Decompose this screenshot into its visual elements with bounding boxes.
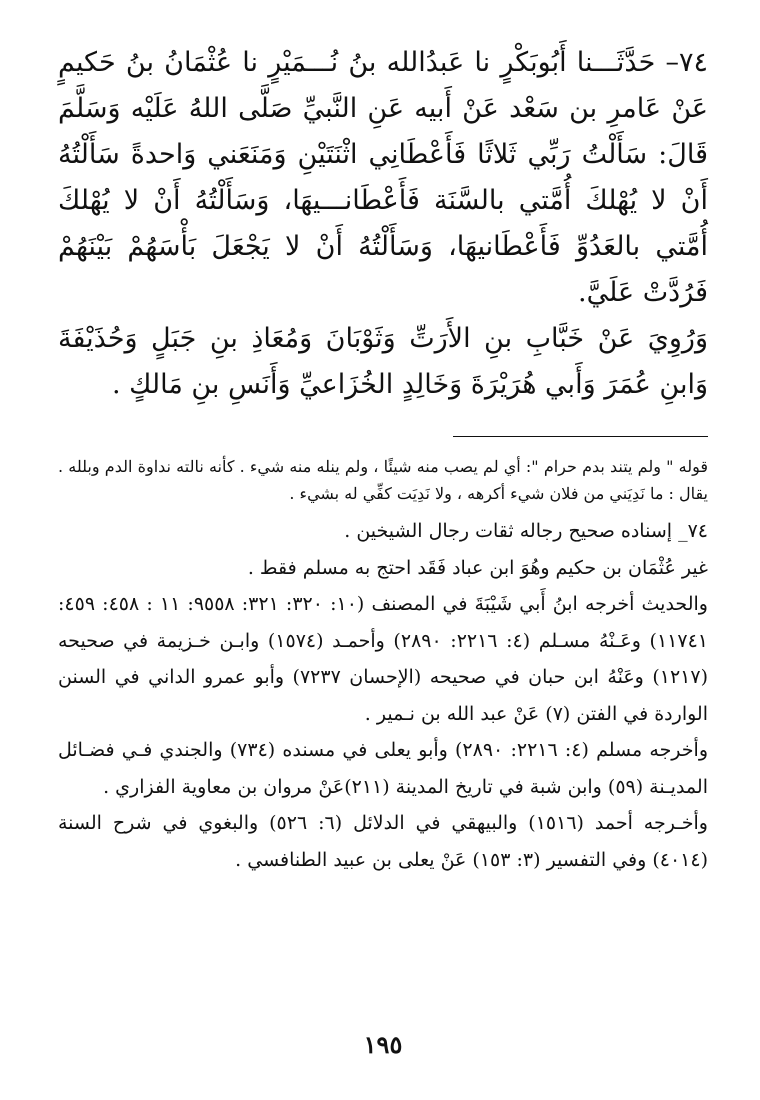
footnote-paragraph: وأخرجه مسلم (٤: ٢٢١٦: ٢٨٩٠) وأبو يعلى في مسنده (٧٣٤) والجندي فـي فضـائل المديـنة (٥٩) وابن شبة في تاريخ المدينة (٢١١)عَنْ مروان بن معاوية الفزاري . (58, 739, 708, 798)
footnote-paragraph: ٧٤_ إسناده صحيح رجاله ثقات رجال الشيخين . (344, 520, 708, 542)
hadith-narrators-paragraph: وَرُوِيَ عَنْ خَبَّابِ بنِ الأَرَتِّ وَثَوْبَانَ وَمُعَاذِ بنِ جَبَلٍ وَحُذَيْفَةَ وَابنِ عُمَرَ وَأَبي هُرَيْرَةَ وَخَالِدٍ الخُزَاعيِّ وَأَنَسِ بنِ مَالكٍ . (58, 323, 709, 400)
document-page (58, 40, 708, 1060)
footnotes (58, 453, 708, 878)
footnote-paragraph: والحديث أخرجه ابنُ أَبي شَيْبَةَ في المصنف (١٠: ٣٢٠: ٣٢١: ٩٥٥٨: ١١ : ٤٥٨: ٤٥٩: ١١٧٤١) وعَـنْهُ مسـلم (٤: ٢٢١٦: ٢٨٩٠) وأحمـد (١٥٧٤) وابـن خـزيمة في صحيحه (١٢١٧) وعَنْهُ ابن حبان في صحيحه (الإحسان ٧٢٣٧) وأبو عمرو الداني في السنن الواردة في الفتن (٧) عَنْ عبد الله بن نـمير . (58, 593, 708, 725)
footnote-divider (453, 436, 708, 437)
hadith-paragraph: ٧٤– حَدَّثَـــنا أَبُوبَكْرٍ نا عَبدُالله بنُ نُـــمَيْرٍ نا عُثْمَانُ بنُ حَكيمٍ عَنْ عَامرِ بن سَعْد عَنْ أَبيه عَنِ النَّبيِّ صَلَّى اللهُ عَلَيْه وَسَلَّمَ قَالَ: سَأَلْتُ رَبِّي ثَلاثًا فَأَعْطَانِي اثْنَتَيْنِ وَمَنَعَني وَاحدةً سَأَلْتُهُ أَنْ لا يُهْلكَ أُمَّتي بالسَّنَة فَأَعْطَانـــيهَا، وَسَأَلْتُهُ أَنْ لا يُهْلكَ أُمَّتي بالعَدُوِّ فَأَعْطَانيهَا، وَسَأَلْتُهُ أَنْ لا يَجْعَلَ بَأْسَهُمْ بَيْنَهُمْ فَرُدَّتْ عَلَيَّ. (58, 47, 708, 308)
footnote-paragraph: وأخـرجه أحمد (١٥١٦) والبيهقي في الدلائل (٦: ٥٢٦) والبغوي في شرح السنة (٤٠١٤) وفي التفسير (٣: ١٥٣) عَنْ يعلى بن عبيد الطنافسي . (58, 812, 708, 871)
footnote-paragraph: غير عُثْمَان بن حكيم وهُوَ ابن عباد فَقَد احتج به مسلم فقط . (247, 556, 708, 579)
hadith-text (58, 40, 708, 408)
footnote-gloss: قوله " ولم يتند بدم حرام ": أي لم يصب منه شيئًا ، ولم ينله منه شيء . كأنه نالته نداوة الدم وبلله . يقال : ما نَدِيَني من فلان شيء أكرهه ، ولا نَدِيَت كفِّي له بشيء . (58, 457, 709, 503)
page-number: ١٩٥ (363, 1030, 403, 1059)
